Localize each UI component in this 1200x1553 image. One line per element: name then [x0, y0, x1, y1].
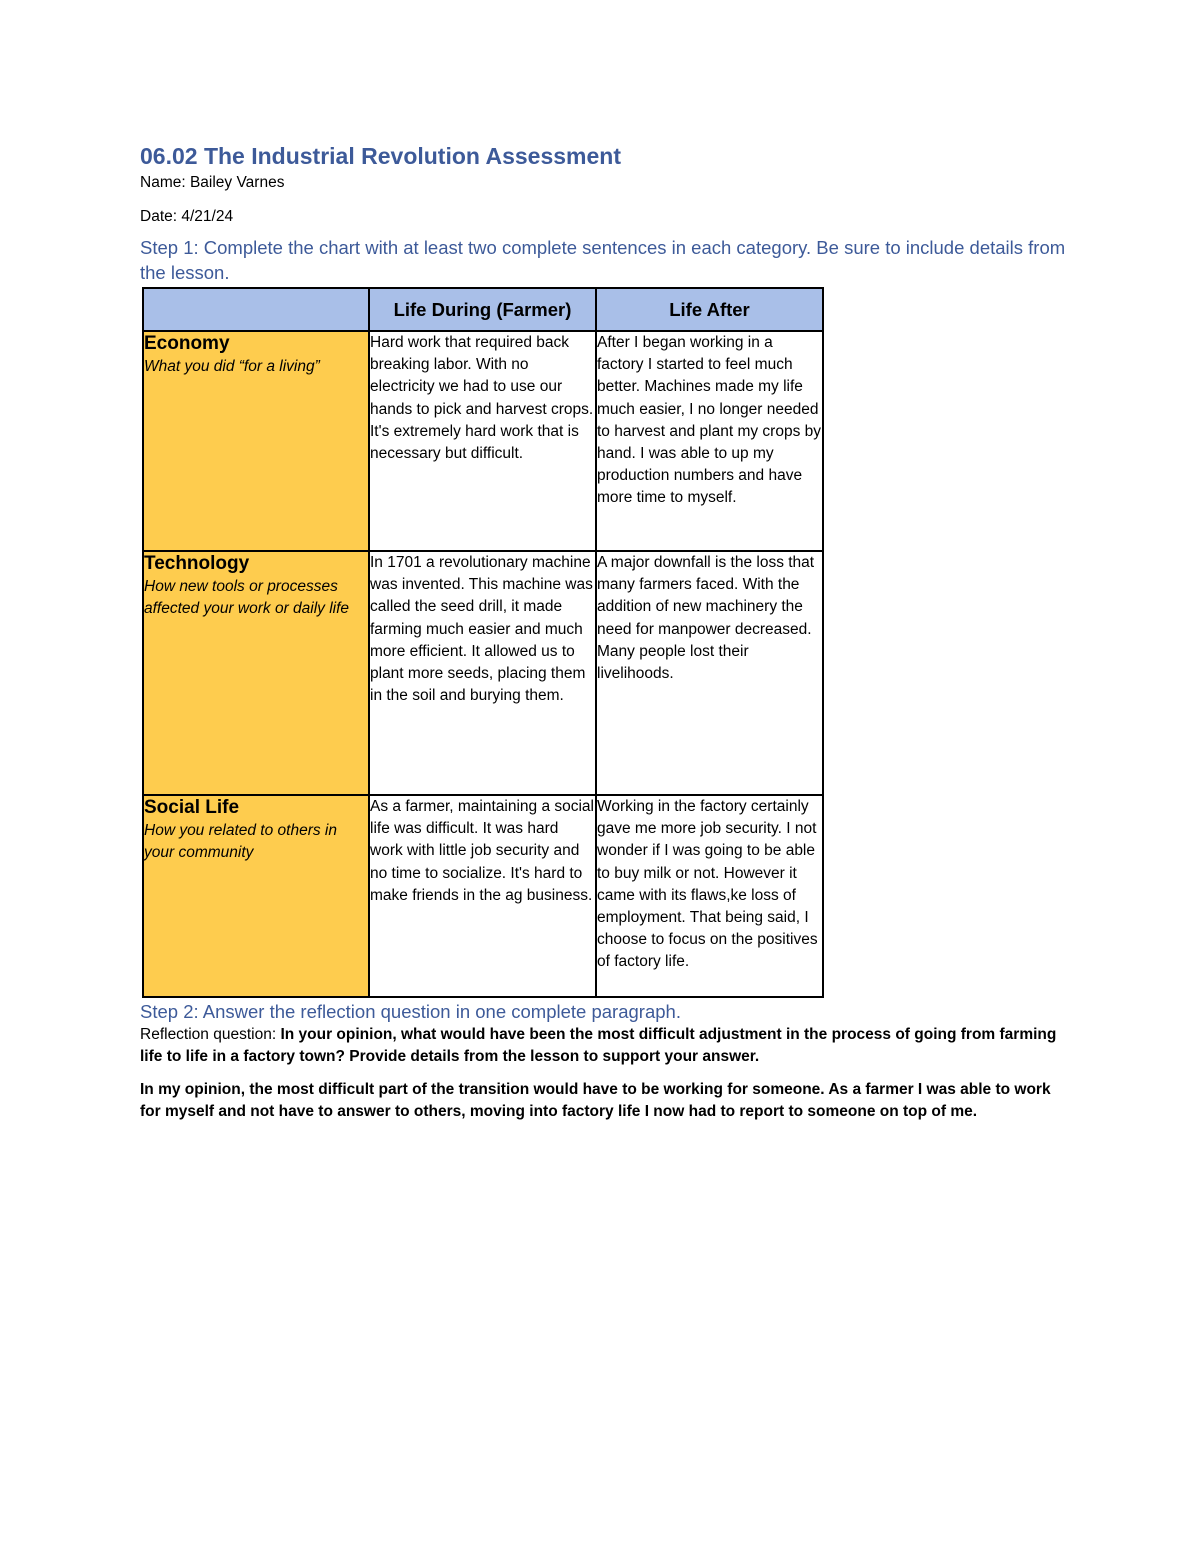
reflection-question	[140, 1024, 1070, 1068]
category-description: How you related to others in your community	[144, 822, 337, 861]
social-life-during-cell: As a farmer, maintaining a social life was difficult. It was hard work with little job security and no time to socialize. It's hard to make friends in the ag business.	[369, 795, 596, 997]
comparison-chart	[142, 287, 824, 998]
header-empty-cell	[143, 288, 369, 331]
reflection-label: Reflection question:	[140, 1026, 281, 1043]
economy-during-cell: Hard work that required back breaking labor. With no electricity we had to use our hands to pick and harvest crops. It's extremely hard work that is necessary but difficult.	[369, 331, 596, 551]
reflection-question-text: In your opinion, what would have been the most difficult adjustment in the process of going from farming life to life in a factory town? Provide details from the lesson to support your answer.	[140, 1026, 1057, 1065]
table-row	[143, 795, 823, 997]
assessment-date: Date: 4/21/24	[140, 208, 234, 225]
reflection-answer: In my opinion, the most difficult part of the transition would have to be working for someone. As a farmer I was able to work for myself and not have to answer to others, moving into factory life I now had to report to someone on top of me.	[140, 1081, 1051, 1120]
table-row	[143, 331, 823, 551]
student-name: Name: Bailey Varnes	[140, 174, 285, 191]
table-row	[143, 551, 823, 795]
header-life-during: Life During (Farmer)	[369, 288, 596, 331]
category-name: Economy	[144, 333, 230, 354]
assessment-document	[140, 140, 1070, 1123]
category-description: What you did “for a living”	[144, 358, 320, 375]
header-life-after: Life After	[596, 288, 823, 331]
document-title: 06.02 The Industrial Revolution Assessment	[140, 143, 622, 169]
technology-after-cell: A major downfall is the loss that many farmers faced. With the addition of new machinery the need for manpower decreased. Many people lost their livelihoods.	[596, 551, 823, 795]
category-cell-technology	[143, 551, 369, 795]
chart-header-row	[143, 288, 823, 331]
category-name: Social Life	[144, 797, 240, 818]
category-name: Technology	[144, 553, 250, 574]
step-1-instructions: Step 1: Complete the chart with at least two complete sentences in each category. Be sure to include details from the lesson.	[140, 237, 1066, 283]
technology-during-cell: In 1701 a revolutionary machine was invented. This machine was called the seed drill, it made farming much easier and much more efficient. It allowed us to plant more seeds, placing them in the soil and burying them.	[369, 551, 596, 795]
category-cell-social-life	[143, 795, 369, 997]
step-2-instructions: Step 2: Answer the reflection question in one complete paragraph.	[140, 1001, 681, 1022]
category-cell-economy	[143, 331, 369, 551]
social-life-after-cell: Working in the factory certainly gave me more job security. I not wonder if I was going to be able to buy milk or not. However it came with its flaws,ke loss of employment. That being said, I choose to focus on the positives of factory life.	[596, 795, 823, 997]
economy-after-cell: After I began working in a factory I started to feel much better. Machines made my life much easier, I no longer needed to harvest and plant my crops by hand. I was able to up my production numbers and have more time to myself.	[596, 331, 823, 551]
category-description: How new tools or processes affected your work or daily life	[144, 578, 350, 617]
